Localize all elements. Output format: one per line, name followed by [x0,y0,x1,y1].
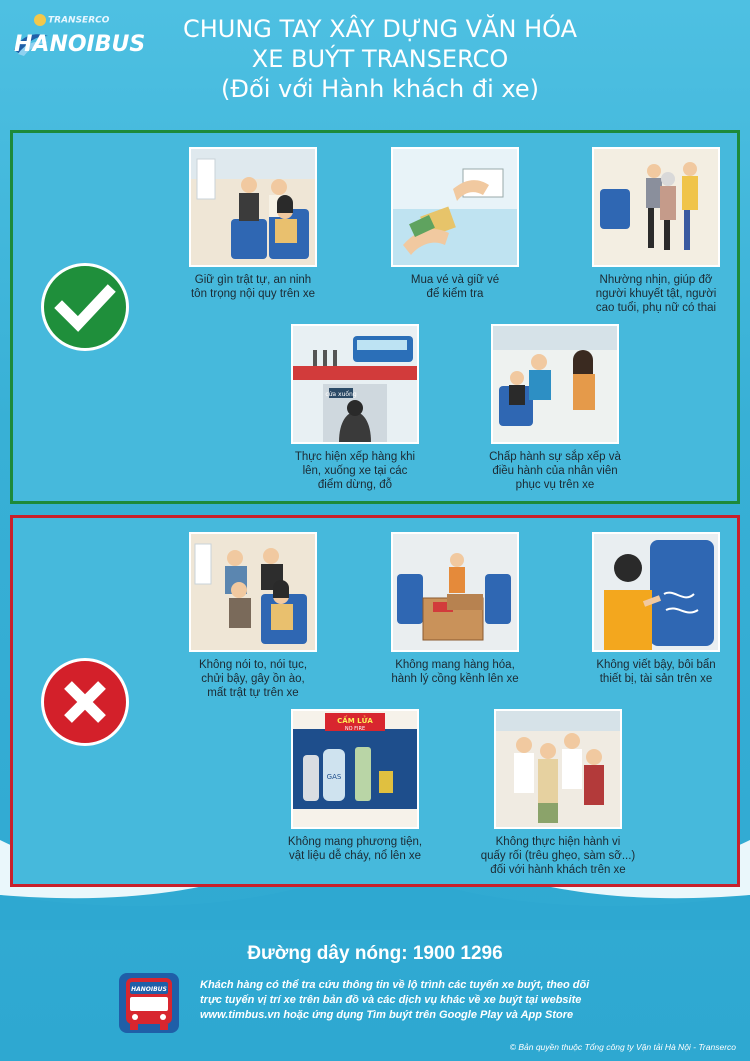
bad-item-noise [173,532,333,700]
good-item-yield [575,147,737,315]
illustration-passengers-seated [189,147,317,267]
good-item-staff-caption: Chấp hành sự sắp xếp và điều hành của nhân viên phục vụ trên xe [489,451,621,491]
good-item-order [173,147,333,301]
copyright-text: © Bản quyền thuộc Tổng công ty Vận tải Hà Nội - Transerco [509,1042,736,1052]
bad-item-harassment [475,709,641,877]
good-item-queue-caption: Thực hiện xếp hàng khi lên, xuống xe tại các điểm dừng, đỗ [294,451,416,491]
page-title [160,14,600,104]
logo-small-text: TRANSERCO [34,14,109,26]
bad-item-noise-caption: Không nói to, nói tục, chửi bậy, gây ồn ào, mất trật tự trên xe [198,659,308,699]
info-text: Khách hàng có thể tra cứu thông tin về lộ trình các tuyến xe buýt, theo dõi trực tuyến vị trí xe trên bản đồ và các dịch vụ khác về xe buýt tại website www.timbus.vn hoặc ứng dụng Tìm buýt trên Google Play và App Store [200,979,590,1021]
illustration-writing-on-seat [592,532,720,652]
illustration-bulky-luggage [391,532,519,652]
bad-item-vandalism [575,532,737,686]
illustration-harassment [494,709,622,829]
svg-text:GAS: GAS [326,773,342,781]
title-line-1: CHUNG TAY XÂY DỰNG VĂN HÓA [182,15,578,43]
svg-text:CẤM LỬA: CẤM LỬA [337,717,373,725]
bad-item-luggage [375,532,535,686]
illustration-flammable-items [291,709,419,829]
illustration-help-elderly [592,147,720,267]
svg-text:cửa xuống: cửa xuống [325,391,357,398]
bus-app-icon [118,972,180,1034]
illustration-buy-ticket [391,147,519,267]
good-item-ticket-caption: Mua vé và giữ vé để kiểm tra [410,274,500,300]
bad-item-luggage-caption: Không mang hàng hóa, hành lý cồng kềnh lên xe [391,659,519,685]
bad-item-harassment-caption: Không thực hiện hành vi quấy rối (trêu ghẹo, sàm sỡ...) đối với hành khách trên xe [480,836,636,876]
good-badge [41,263,129,351]
good-behavior-panel [10,130,740,504]
bad-item-flammable-caption: Không mang phương tiện, vật liệu dễ cháy, nổ lên xe [287,836,423,862]
good-item-staff [475,324,635,492]
logo-main-text: HANOIBUS [14,32,146,57]
bad-item-flammable [275,709,435,863]
bad-behavior-panel [10,515,740,887]
hanoibus-logo [12,10,162,70]
title-line-3: (Đối với Hành khách đi xe) [221,75,539,103]
good-item-ticket [375,147,535,301]
hotline-text: Đường dây nóng: 1900 1296 [247,943,503,964]
good-item-queue [275,324,435,492]
bad-badge [41,658,129,746]
svg-text:HANOIBUS: HANOIBUS [131,986,167,993]
illustration-queue-bus [291,324,419,444]
cross-icon [44,661,126,743]
good-item-yield-caption: Nhường nhịn, giúp đỡ người khuyết tật, người cao tuổi, phụ nữ có thai [595,274,717,314]
illustration-staff-guiding [491,324,619,444]
svg-text:NO FIRE: NO FIRE [344,726,366,732]
checkmark-icon [44,266,126,348]
bad-item-vandalism-caption: Không viết bậy, bôi bẩn thiết bị, tài sản trên xe [596,659,716,685]
illustration-noisy-passengers [189,532,317,652]
title-line-2: XE BUÝT TRANSERCO [251,45,509,73]
good-item-order-caption: Giữ gìn trật tự, an ninh tôn trọng nội quy trên xe [190,274,316,300]
